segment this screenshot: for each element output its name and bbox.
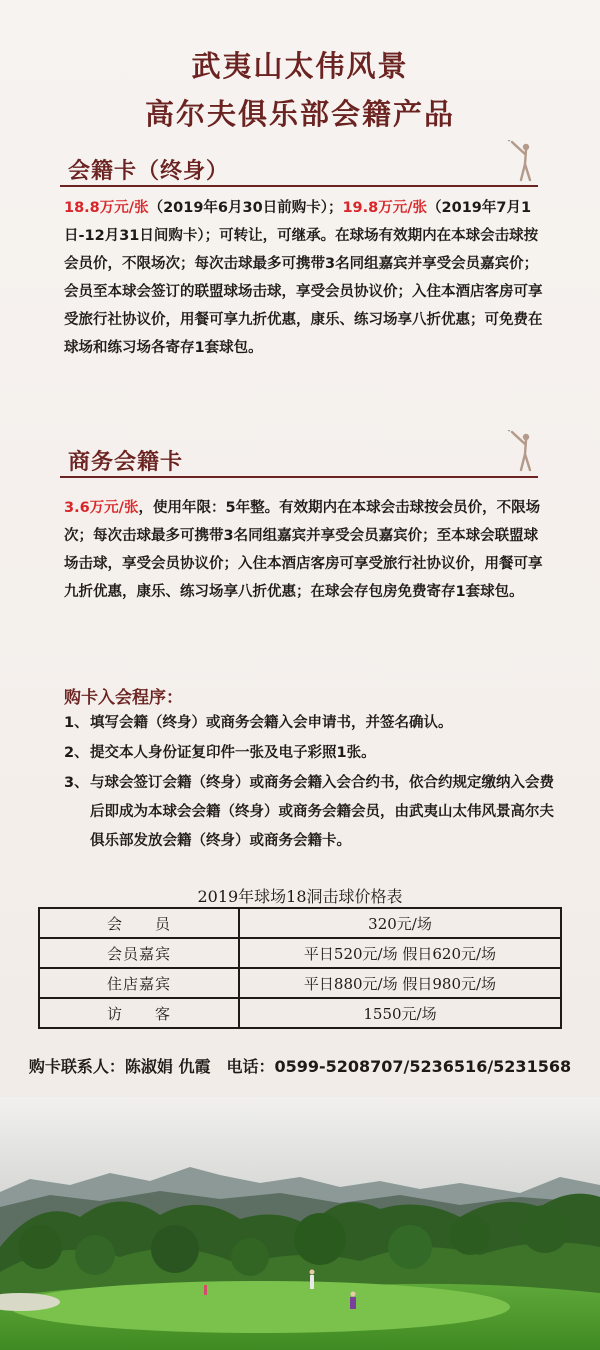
business-card-price: 3.6万元/张	[64, 500, 139, 516]
golfer-silhouette-icon	[506, 430, 546, 482]
lifetime-card-divider	[60, 185, 538, 187]
table-row	[39, 938, 561, 968]
business-card-description	[64, 494, 544, 606]
lifetime-price-late-note: （2019年7月1日-12月31日间购卡）；	[64, 200, 532, 244]
price-table	[38, 907, 562, 1029]
price-table-title: 2019年球场18洞击球价格表	[197, 887, 403, 906]
golf-course-photo	[0, 1097, 600, 1350]
table-row	[39, 968, 561, 998]
lifetime-price-early-note: （2019年6月30日前购卡）；	[148, 200, 343, 216]
page-title-line1: 武夷山太伟风景	[191, 49, 409, 83]
lifetime-card-description	[64, 194, 544, 362]
lifetime-card-body: 可转让，可继承。在球场有效期内在本球会击球按会员价，不限场次；每次击球最多可携带3名同组嘉宾并享受会员嘉宾价；会员至本球会签订的联盟球场击球，享受会员协议价；入住本酒店客房可享受旅行社协议价，用餐可享九折优惠，康乐、练习场享八折优惠；可免费在球场和练习场各寄存1套球包。	[64, 228, 543, 356]
procedure-step-number: 2、	[64, 745, 89, 761]
procedure-step	[64, 769, 564, 856]
procedure-step-number: 1、	[64, 715, 89, 731]
table-cell-type: 访 客	[39, 998, 239, 1028]
golfer-silhouette-icon	[506, 140, 546, 192]
business-card-body: ，使用年限：5年整。有效期内在本球会击球按会员价，不限场次；每次击球最多可携带3名同组嘉宾并享受会员嘉宾价；至本球会联盟球场击球，享受会员协议价；入住本酒店客房可享受旅行社协议价，用餐可享九折优惠，康乐、练习场享八折优惠；在球会存包房免费寄存1套球包。	[64, 500, 543, 600]
procedure-step-number: 3、	[64, 775, 89, 791]
table-cell-price: 平日520元/场 假日620元/场	[239, 938, 561, 968]
table-cell-type: 会 员	[39, 908, 239, 938]
procedure-step	[64, 739, 564, 768]
table-row	[39, 908, 561, 938]
lifetime-price-late: 19.8万元/张	[342, 200, 428, 216]
table-cell-price: 320元/场	[239, 908, 561, 938]
business-card-divider	[60, 476, 538, 478]
procedure-step	[64, 709, 564, 738]
table-cell-type: 会员嘉宾	[39, 938, 239, 968]
procedure-step-text: 与球会签订会籍（终身）或商务会籍入会合约书，依合约规定缴纳入会费后即成为本球会会籍（终身）或商务会籍会员，由武夷山太伟风景高尔夫俱乐部发放会籍（终身）或商务会籍卡。	[90, 775, 554, 849]
procedure-heading: 购卡入会程序：	[64, 688, 183, 708]
table-row	[39, 998, 561, 1028]
procedure-step-text: 提交本人身份证复印件一张及电子彩照1张。	[90, 745, 376, 761]
table-cell-price: 平日880元/场 假日980元/场	[239, 968, 561, 998]
table-cell-type: 住店嘉宾	[39, 968, 239, 998]
procedure-step-text: 填写会籍（终身）或商务会籍入会申请书，并签名确认。	[90, 715, 453, 731]
golf-course-landscape-image	[0, 1097, 600, 1350]
business-card-heading: 商务会籍卡	[68, 450, 184, 475]
lifetime-card-heading: 会籍卡（终身）	[68, 159, 230, 184]
table-cell-price: 1550元/场	[239, 998, 561, 1028]
page-title-line2: 高尔夫俱乐部会籍产品	[144, 97, 455, 131]
contact-info: 购卡联系人：陈淑娟 仇霞 电话：0599-5208707/5236516/5231568	[28, 1057, 572, 1076]
lifetime-price-early: 18.8万元/张	[64, 200, 149, 216]
